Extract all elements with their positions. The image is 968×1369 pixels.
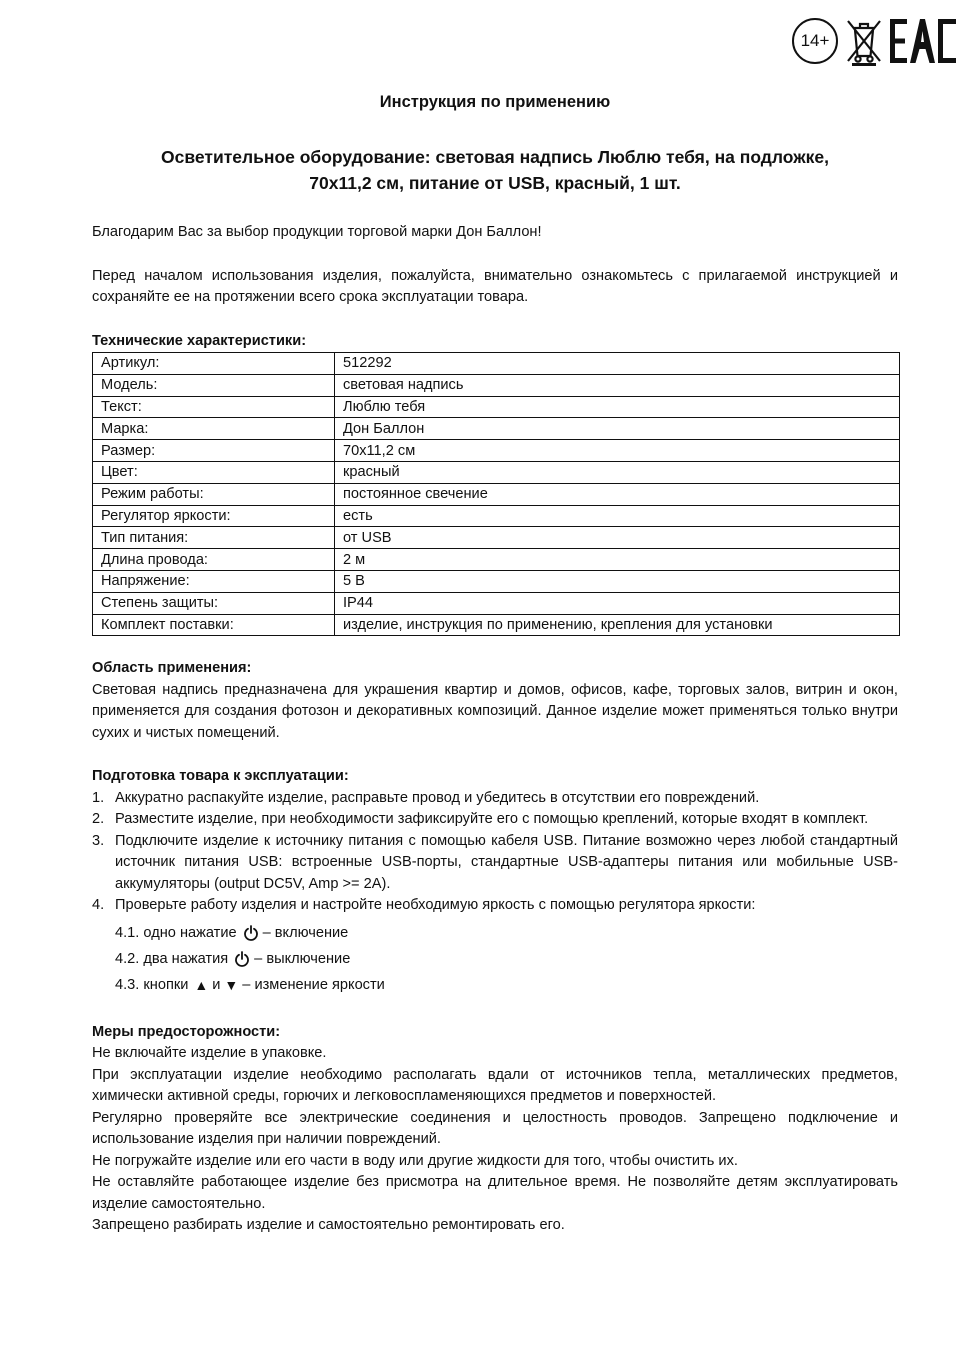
spec-key: Размер: xyxy=(93,440,335,462)
product-title xyxy=(92,144,898,196)
spec-key: Степень защиты: xyxy=(93,592,335,614)
spec-key: Режим работы: xyxy=(93,483,335,505)
specs-table xyxy=(92,352,900,636)
list-item xyxy=(92,788,898,810)
list-number: 3. xyxy=(92,832,105,849)
precaution-paragraph: Регулярно проверяйте все электрические соединения и целостность проводов. Запрещено подключение и использование изделия при наличии повреждений. xyxy=(92,1109,898,1148)
table-row xyxy=(93,461,900,483)
spec-value: 2 м xyxy=(335,549,900,571)
list-text: Аккуратно распакуйте изделие, расправьте провод и убедитесь в отсутствии его повреждений. xyxy=(115,789,760,806)
step-4-2-label: 4.2. два нажатия xyxy=(115,950,229,967)
product-title-line1: Осветительное оборудование: световая надпись Люблю тебя, на подложке, xyxy=(161,147,829,167)
before-use-paragraph: Перед началом использования изделия, пожалуйста, внимательно ознакомьтесь с прилагаемой инструкцией и сохраняйте ее на протяжении всего срока эксплуатации товара. xyxy=(92,267,898,305)
spec-key: Напряжение: xyxy=(93,570,335,592)
spec-key: Цвет: xyxy=(93,461,335,483)
list-number: 4. xyxy=(92,897,105,914)
table-row xyxy=(93,505,900,527)
step-4-3 xyxy=(92,972,898,998)
step-4-3-action: – изменение яркости xyxy=(242,976,385,993)
spec-key: Тип питания: xyxy=(93,527,335,549)
application-paragraph: Световая надпись предназначена для украшения квартир и домов, офисов, кафе, торговых залов, витрин и окон, применяется для создания фотозон и декоративных композиций. Данное изделие может применяться только внутри сухих и чистых помещений. xyxy=(92,681,898,741)
list-item xyxy=(92,895,898,917)
list-number: 1. xyxy=(92,789,105,806)
table-row xyxy=(93,353,900,375)
spec-key: Модель: xyxy=(93,374,335,396)
age-rating-badge: 14+ xyxy=(792,18,838,64)
list-text: Подключите изделие к источнику питания с помощью кабеля USB. Питание возможно через любой стандартный источник питания USB: встроенные USB-порты, стандартные USB-адаптеры питания или мобильные USB-аккумуляторы (output DC5V, Amp >= 2A). xyxy=(115,832,898,892)
spec-key: Марка: xyxy=(93,418,335,440)
thanks-paragraph: Благодарим Вас за выбор продукции торговой марки Дон Баллон! xyxy=(92,224,542,240)
specs-heading: Технические характеристики: xyxy=(92,332,307,349)
spec-value: есть xyxy=(335,505,900,527)
table-row xyxy=(93,440,900,462)
spec-key: Комплект поставки: xyxy=(93,614,335,636)
list-number: 2. xyxy=(92,811,105,828)
step-4-1-action: – включение xyxy=(262,924,349,941)
spec-key: Длина провода: xyxy=(93,549,335,571)
spec-key: Текст: xyxy=(93,396,335,418)
table-row xyxy=(93,483,900,505)
step-4-2-action: – выключение xyxy=(254,950,351,967)
precaution-paragraph: Не погружайте изделие или его части в воду или другие жидкости для того, чтобы очистить их. xyxy=(92,1152,738,1169)
spec-value: Люблю тебя xyxy=(335,396,900,418)
spec-value: 5 В xyxy=(335,570,900,592)
spec-value: постоянное свечение xyxy=(335,483,900,505)
list-item xyxy=(92,831,898,896)
step-4-2 xyxy=(92,946,898,972)
spec-value: световая надпись xyxy=(335,374,900,396)
table-row xyxy=(93,374,900,396)
table-row xyxy=(93,570,900,592)
arrow-down-icon: ▼ xyxy=(224,976,239,993)
table-row xyxy=(93,527,900,549)
eac-mark-icon xyxy=(890,17,956,65)
spec-value: красный xyxy=(335,461,900,483)
table-row xyxy=(93,396,900,418)
product-title-line2: 70х11,2 см, питание от USB, красный, 1 шт. xyxy=(309,173,681,193)
spec-value: 512292 xyxy=(335,353,900,375)
preparation-list xyxy=(92,788,898,917)
table-row xyxy=(93,418,900,440)
table-row xyxy=(93,549,900,571)
spec-value: от USB xyxy=(335,527,900,549)
step-4-1-label: 4.1. одно нажатие xyxy=(115,924,237,941)
precautions-heading: Меры предосторожности: xyxy=(92,1023,281,1040)
crossed-bin-icon xyxy=(844,16,884,66)
table-row xyxy=(93,592,900,614)
list-text: Разместите изделие, при необходимости зафиксируйте его с помощью креплений, которые входят в комплект. xyxy=(115,811,869,828)
spec-value: изделие, инструкция по применению, крепления для установки xyxy=(335,614,900,636)
step-4-1 xyxy=(92,920,898,946)
spec-value: IP44 xyxy=(335,592,900,614)
step-4-3-label: 4.3. кнопки xyxy=(115,976,189,993)
list-text: Проверьте работу изделия и настройте необходимую яркость с помощью регулятора яркости: xyxy=(115,897,756,914)
application-heading: Область применения: xyxy=(92,660,252,677)
arrow-up-icon: ▲ xyxy=(194,976,209,993)
spec-value: 70х11,2 см xyxy=(335,440,900,462)
precaution-paragraph: Запрещено разбирать изделие и самостоятельно ремонтировать его. xyxy=(92,1217,565,1234)
power-icon xyxy=(243,925,259,941)
preparation-heading: Подготовка товара к эксплуатации: xyxy=(92,768,349,785)
precautions-list xyxy=(92,1043,898,1237)
list-item xyxy=(92,809,898,831)
precaution-paragraph: При эксплуатации изделие необходимо располагать вдали от источников тепла, металлических предметов, химически активной среды, горючих и легковоспламеняющихся предметов и поверхностей. xyxy=(92,1066,898,1105)
certification-badges xyxy=(792,12,956,70)
instruction-document xyxy=(92,90,898,1237)
power-icon xyxy=(234,951,250,967)
spec-key: Регулятор яркости: xyxy=(93,505,335,527)
spec-key: Артикул: xyxy=(93,353,335,375)
document-title: Инструкция по применению xyxy=(379,93,611,111)
precaution-paragraph: Не включайте изделие в упаковке. xyxy=(92,1045,327,1062)
spec-value: Дон Баллон xyxy=(335,418,900,440)
precaution-paragraph: Не оставляйте работающее изделие без присмотра на длительное время. Не позволяйте детям эксплуатировать изделие самостоятельно. xyxy=(92,1174,898,1212)
table-row xyxy=(93,614,900,636)
step-4-3-and: и xyxy=(212,976,221,993)
